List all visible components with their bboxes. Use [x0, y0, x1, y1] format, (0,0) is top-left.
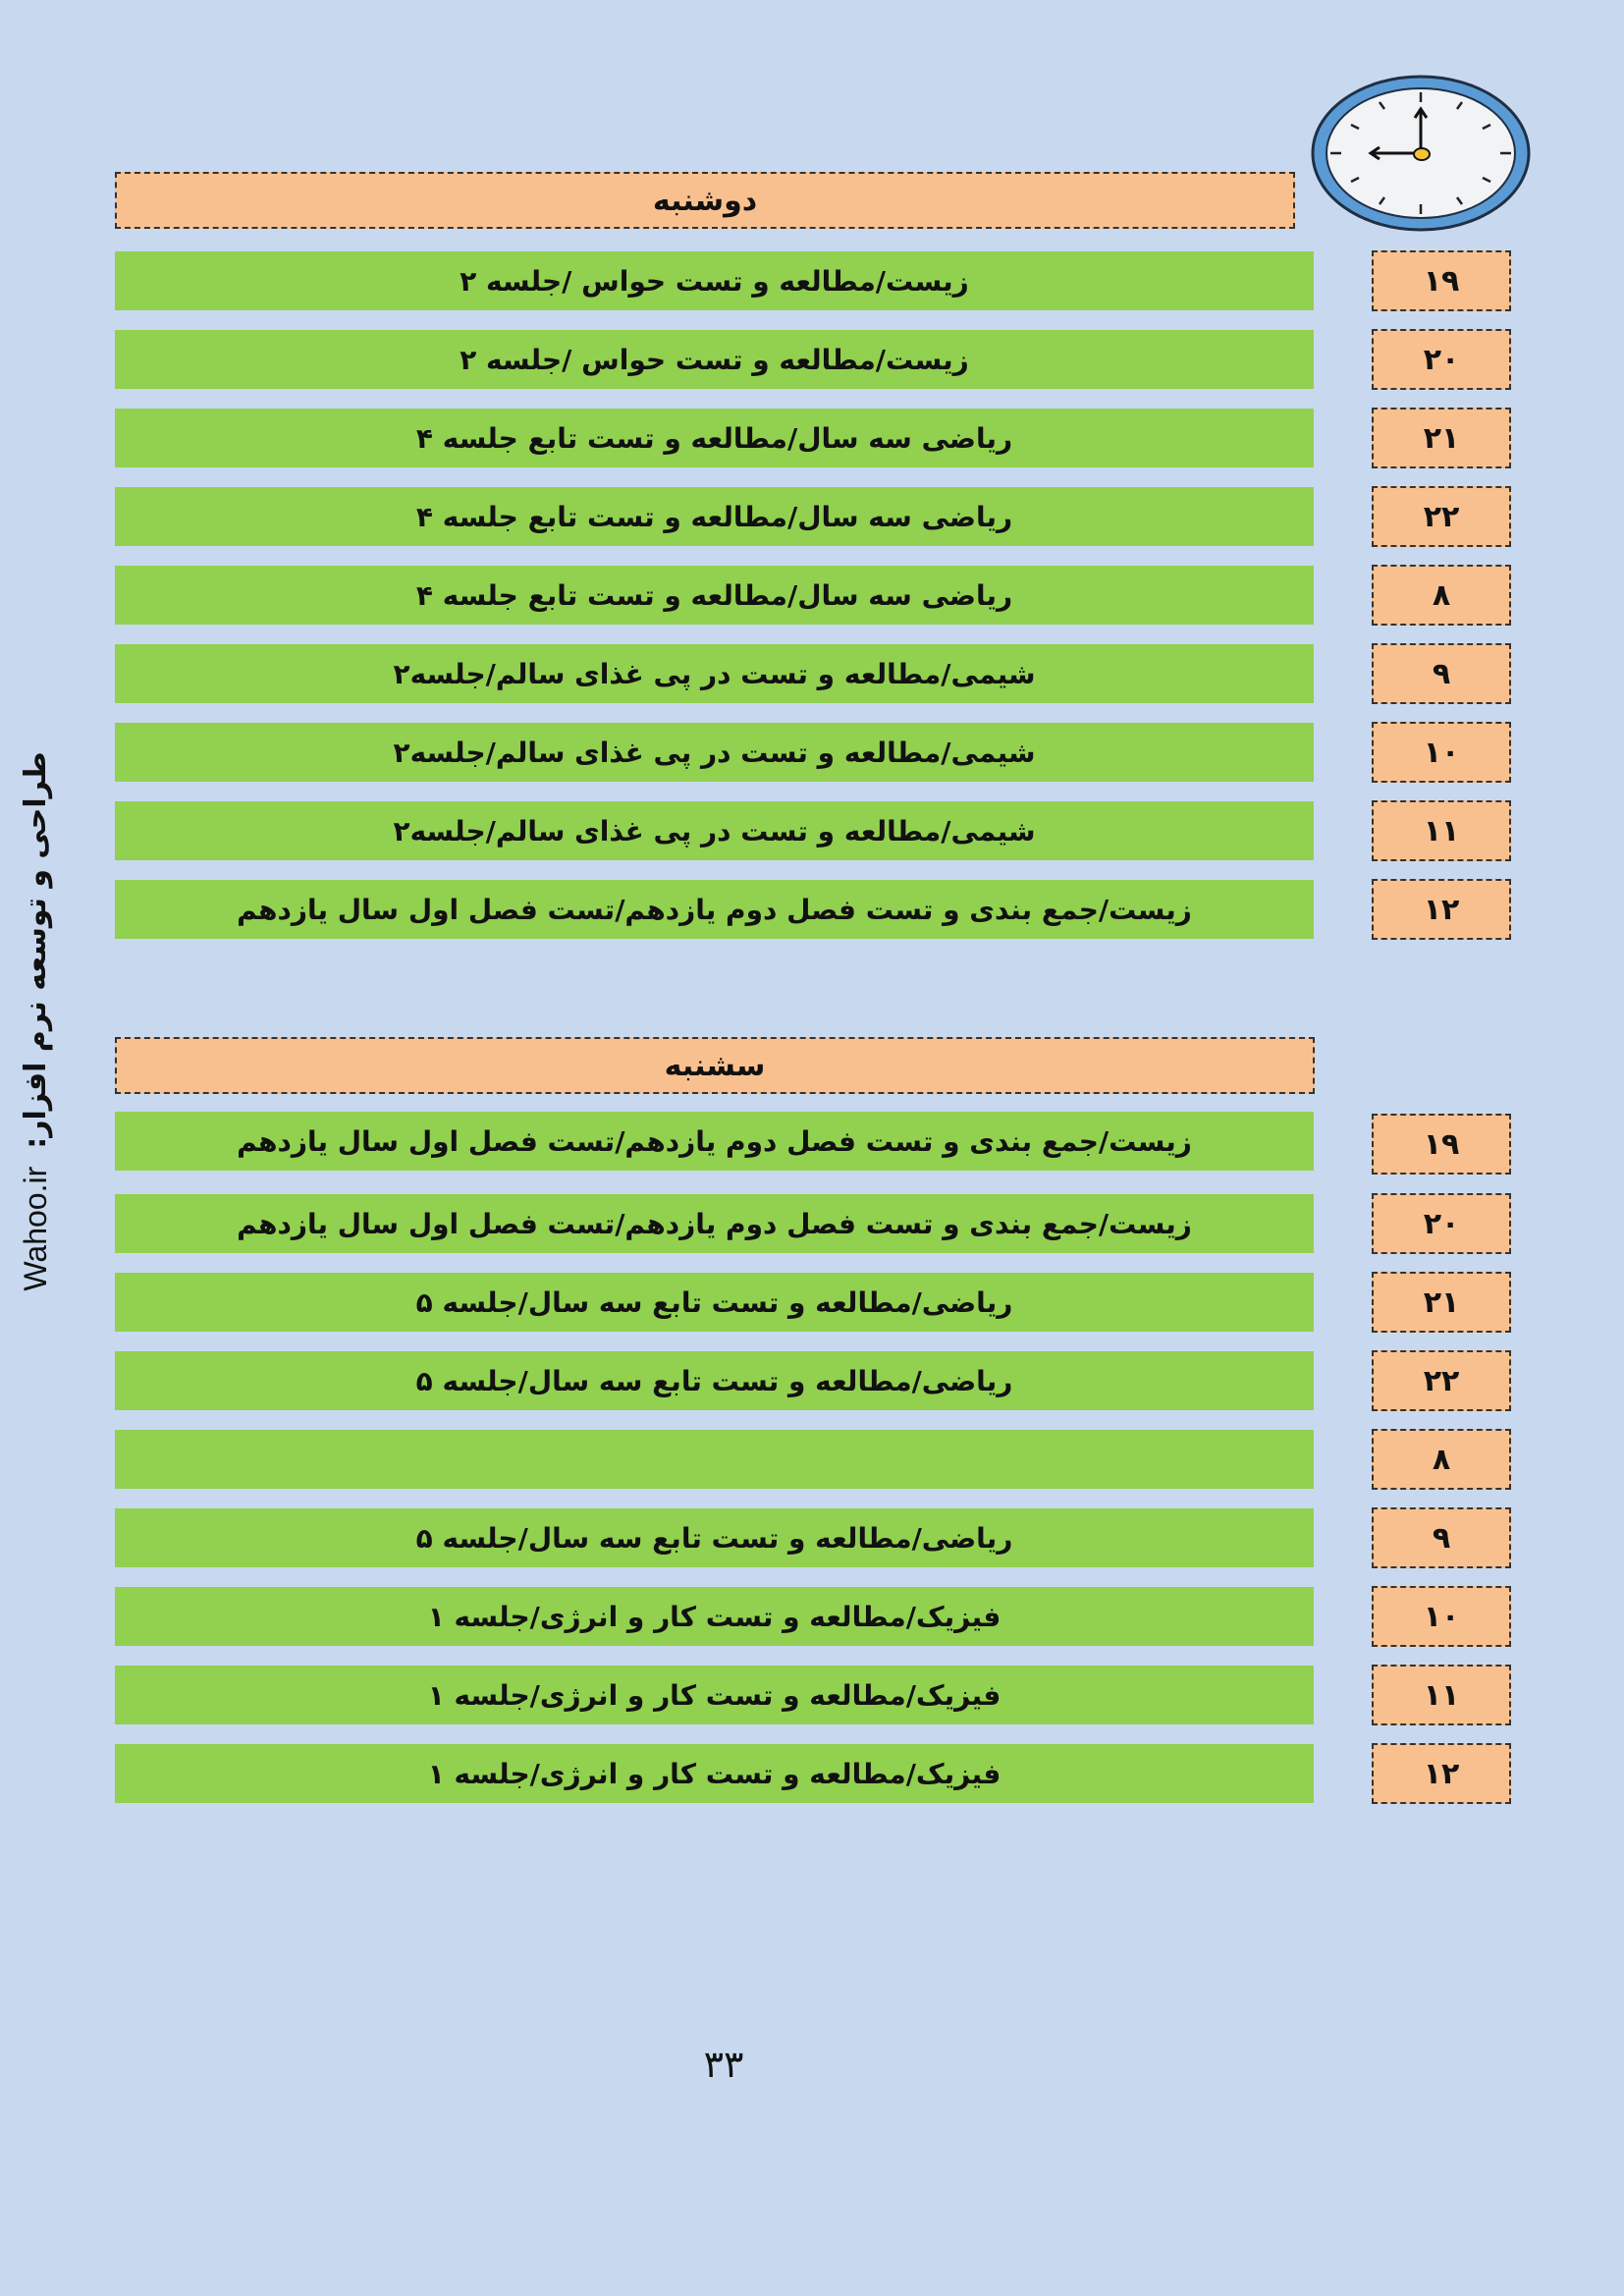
task-row: شیمی/مطالعه و تست در پی غذای سالم/جلسه۲	[115, 801, 1314, 860]
task-row: ریاضی/مطالعه و تست تابع سه سال/جلسه ۵	[115, 1508, 1314, 1567]
task-row: زیست/مطالعه و تست حواس /جلسه ۲	[115, 251, 1314, 310]
task-row: شیمی/مطالعه و تست در پی غذای سالم/جلسه۲	[115, 723, 1314, 782]
hour-cell: ۲۰	[1372, 1193, 1511, 1254]
hour-cell: ۱۹	[1372, 1114, 1511, 1175]
hour-cell: ۲۱	[1372, 1272, 1511, 1333]
hour-cell: ۸	[1372, 1429, 1511, 1490]
hour-cell: ۲۱	[1372, 408, 1511, 468]
task-row: شیمی/مطالعه و تست در پی غذای سالم/جلسه۲	[115, 644, 1314, 703]
task-row	[115, 1430, 1314, 1489]
day-title: سشنبه	[664, 1048, 766, 1083]
hour-cell: ۹	[1372, 643, 1511, 704]
task-row: فیزیک/مطالعه و تست کار و انرژی/جلسه ۱	[115, 1587, 1314, 1646]
task-row: ریاضی/مطالعه و تست تابع سه سال/جلسه ۵	[115, 1351, 1314, 1410]
day-header-monday	[115, 172, 1295, 229]
task-row: فیزیک/مطالعه و تست کار و انرژی/جلسه ۱	[115, 1744, 1314, 1803]
task-row: زیست/مطالعه و تست حواس /جلسه ۲	[115, 330, 1314, 389]
task-row: ریاضی سه سال/مطالعه و تست تابع جلسه ۴	[115, 566, 1314, 625]
task-row: زیست/جمع بندی و تست فصل دوم یازدهم/تست فصل اول سال یازدهم	[115, 1112, 1314, 1171]
task-row: ریاضی/مطالعه و تست تابع سه سال/جلسه ۵	[115, 1273, 1314, 1332]
task-row: فیزیک/مطالعه و تست کار و انرژی/جلسه ۱	[115, 1666, 1314, 1724]
hour-cell: ۱۰	[1372, 1586, 1511, 1647]
hour-cell: ۸	[1372, 565, 1511, 626]
hour-cell: ۱۹	[1372, 250, 1511, 311]
day-title: دوشنبه	[652, 183, 758, 218]
hour-cell: ۹	[1372, 1507, 1511, 1568]
page-number: ۳۳	[703, 2043, 744, 2086]
hour-cell: ۲۲	[1372, 1350, 1511, 1411]
hour-cell: ۱۰	[1372, 722, 1511, 783]
credit-text: طراحی و توسعه نرم افزار:	[18, 751, 53, 1149]
hour-cell: ۲۲	[1372, 486, 1511, 547]
clock-icon	[1311, 74, 1532, 233]
credit-site: Wahoo.ir	[17, 1166, 53, 1291]
task-row: زیست/جمع بندی و تست فصل دوم یازدهم/تست فصل اول سال یازدهم	[115, 880, 1314, 939]
hour-cell: ۱۱	[1372, 1665, 1511, 1725]
task-row: زیست/جمع بندی و تست فصل دوم یازدهم/تست فصل اول سال یازدهم	[115, 1194, 1314, 1253]
hour-cell: ۱۲	[1372, 1743, 1511, 1804]
hour-cell: ۱۲	[1372, 879, 1511, 940]
side-credit	[8, 751, 63, 1291]
hour-cell: ۱۱	[1372, 800, 1511, 861]
task-row: ریاضی سه سال/مطالعه و تست تابع جلسه ۴	[115, 409, 1314, 467]
task-row: ریاضی سه سال/مطالعه و تست تابع جلسه ۴	[115, 487, 1314, 546]
day-header-tuesday	[115, 1037, 1315, 1094]
hour-cell: ۲۰	[1372, 329, 1511, 390]
